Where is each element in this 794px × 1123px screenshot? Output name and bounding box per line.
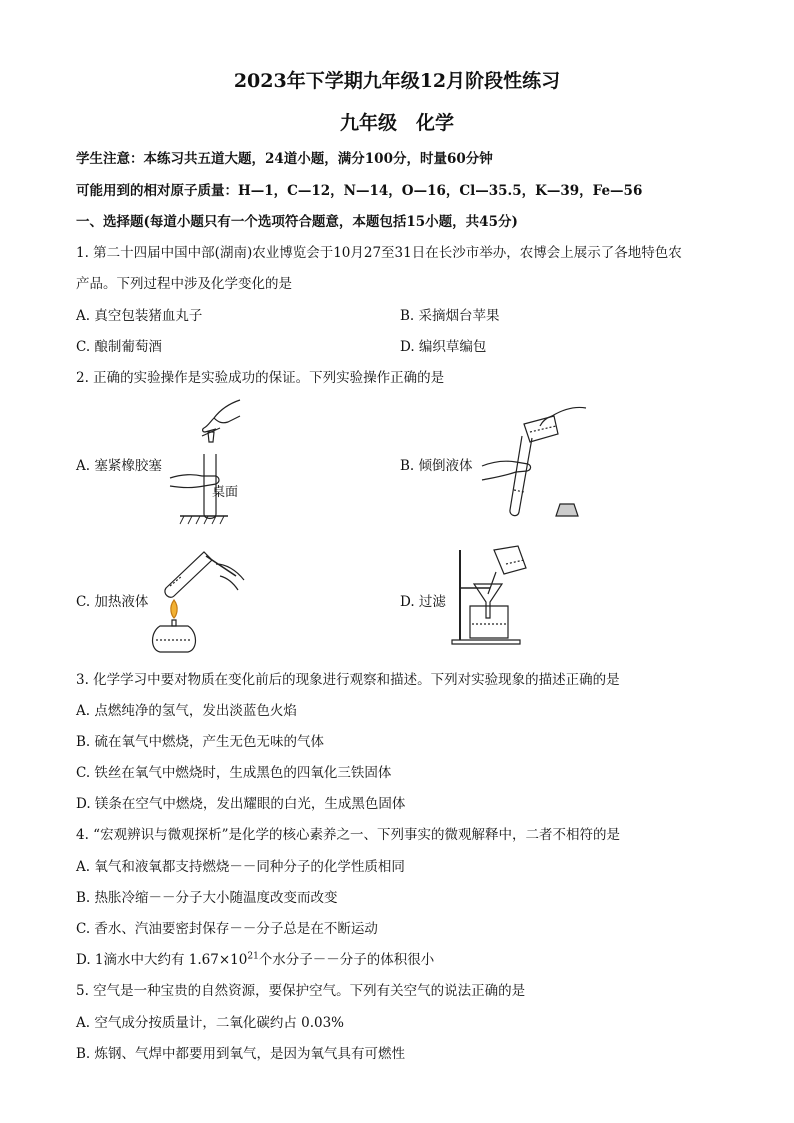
heating-liquid-figure [146,546,246,656]
q1-stem-line1: 1. 第二十四届中国中部(湖南)农业博览会于10月27至31日在长沙市举办，农博会上展示了各地特色农 [76,245,682,261]
q4-option-b: B. 热胀冷缩－－分子大小随温度改变而改变 [76,890,338,906]
q3-option-c: C. 铁丝在氧气中燃烧时，生成黑色的四氧化三铁固体 [76,765,392,781]
q1-stem-line2: 产品。下列过程中涉及化学变化的是 [76,276,292,292]
q3-option-a: A. 点燃纯净的氢气，发出淡蓝色火焰 [76,703,297,719]
exam-subtitle: 九年级 化学 [339,112,454,134]
q1-option-c: C. 酿制葡萄酒 [76,339,162,355]
q2-option-d: D. 过滤 [400,594,446,610]
student-notice: 学生注意：本练习共五道大题，24道小题，满分100分，时量60分钟 [76,151,493,167]
pouring-liquid-figure [478,402,588,524]
q3-stem: 3. 化学学习中要对物质在变化前后的现象进行观察和描述。下列对实验现象的描述正确的是 [76,672,620,688]
q5-option-b: B. 炼钢、气焊中都要用到氧气，是因为氧气具有可燃性 [76,1046,406,1062]
section-heading: 一、选择题(每道小题只有一个选项符合题意，本题包括15小题，共45分) [76,214,518,230]
q5-option-a: A. 空气成分按质量计，二氧化碳约占 0.03% [76,1015,345,1031]
q5-stem: 5. 空气是一种宝贵的自然资源，要保护空气。下列有关空气的说法正确的是 [76,983,526,999]
table-label: 桌面 [212,485,239,500]
atomic-masses: 可能用到的相对原子质量：H—1，C—12，N—14，O—16，Cl—35.5，K—39，Fe—56 [76,183,643,199]
q4-option-d-exponent: 21 [247,951,259,962]
q4-option-c: C. 香水、汽油要密封保存－－分子总是在不断运动 [76,921,378,937]
q4-option-d [76,948,434,968]
stopper-insertion-figure [168,396,248,526]
q1-option-b: B. 采摘烟台苹果 [400,308,500,324]
q2-stem: 2. 正确的实验操作是实验成功的保证。下列实验操作正确的是 [76,370,445,386]
q1-option-d: D. 编织草编包 [400,339,487,355]
q3-option-d: D. 镁条在空气中燃烧，发出耀眼的白光，生成黑色固体 [76,796,406,812]
q2-option-c: C. 加热液体 [76,594,149,610]
exam-title: 2023年下学期九年级12月阶段性练习 [233,70,561,92]
q4-option-d-post: 个水分子－－分子的体积很小 [258,952,435,968]
q1-option-a: A. 真空包装猪血丸子 [76,308,203,324]
q4-option-a: A. 氧气和液氧都支持燃烧－－同种分子的化学性质相同 [76,859,405,875]
filtration-figure [450,544,540,648]
q2-option-b: B. 倾倒液体 [400,458,473,474]
q3-option-b: B. 硫在氧气中燃烧，产生无色无味的气体 [76,734,325,750]
q4-stem: 4. “宏观辨识与微观探析”是化学的核心素养之一、下列事实的微观解释中，二者不相符的是 [76,827,620,843]
q4-option-d-pre: D. 1滴水中大约有 1.67×10 [76,952,248,968]
q2-option-a: A. 塞紧橡胶塞 [76,458,162,474]
